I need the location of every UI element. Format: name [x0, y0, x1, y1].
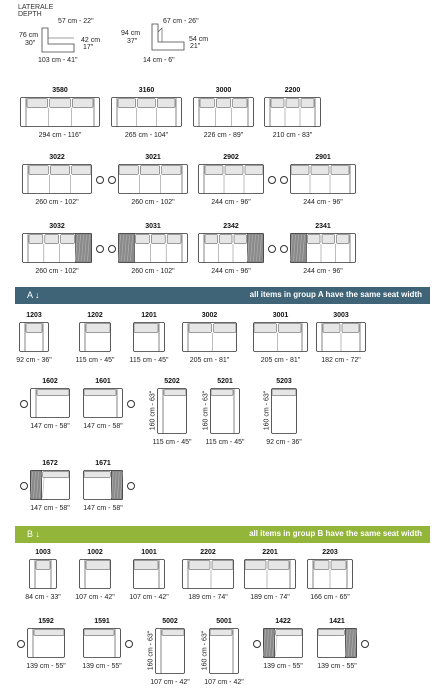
module-code: 2200 [284, 87, 301, 94]
sofa-module-1202 [79, 322, 111, 352]
module-code: 3002 [201, 312, 218, 319]
sofa-drawing [79, 322, 111, 352]
module-code: 3001 [272, 312, 289, 319]
module-dimension: 147 cm - 58" [83, 505, 123, 512]
sofa-drawing [264, 97, 321, 127]
sofa-drawing [253, 322, 308, 352]
module-code: 1201 [141, 312, 157, 319]
module-code: 1602 [42, 378, 58, 385]
sofa-module-2901 [290, 164, 356, 194]
sofa-module-3000 [193, 97, 254, 127]
module-side-dimension: 160 cm - 63" [149, 390, 157, 431]
sofa-drawing [22, 164, 92, 194]
module-dimension: 92 cm - 36" [266, 439, 302, 446]
module-dimension: 84 cm - 33" [25, 594, 61, 601]
sofa-drawing [317, 628, 357, 658]
module-code: 3021 [145, 154, 161, 161]
sofa-module-3001 [253, 322, 308, 352]
module-code: 1421 [329, 618, 345, 625]
module-dimension: 115 cm - 45" [205, 439, 245, 446]
module-code: 1601 [95, 378, 111, 385]
side1-depth: 103 cm - 41" [38, 57, 78, 64]
module-dimension: 139 cm - 55" [26, 663, 66, 670]
module-dimension: 244 cm - 96" [211, 199, 251, 206]
module-code: 1003 [35, 549, 51, 556]
sofa-module-2203 [307, 559, 353, 589]
sofa-drawing [157, 388, 187, 434]
join-dot-icon [108, 245, 116, 253]
side2-arm-cm: 54 cm [189, 36, 209, 43]
sofa-drawing [182, 559, 234, 589]
module-dimension: 244 cm - 96" [303, 199, 343, 206]
sofa-module-1601 [83, 388, 123, 418]
sofa-drawing [118, 164, 188, 194]
sofa-module-2342 [198, 233, 264, 263]
group-b-letter: B ↓ [27, 529, 41, 539]
module-dimension: 115 cm - 45" [129, 357, 169, 364]
module-code: 1672 [42, 460, 58, 467]
join-dot-icon [280, 176, 288, 184]
join-dot-icon [96, 176, 104, 184]
module-code: 3160 [138, 87, 155, 94]
sofa-drawing [27, 628, 65, 658]
join-dot-icon [268, 176, 276, 184]
module-code: 2202 [200, 549, 216, 556]
module-dimension: 166 cm - 65" [310, 594, 350, 601]
sofa-module-1672 [30, 470, 70, 500]
sofa-module-5002 [155, 628, 185, 674]
join-dot-icon [108, 176, 116, 184]
sofa-module-1591 [83, 628, 121, 658]
module-code: 2902 [223, 154, 239, 161]
sofa-module-1592 [27, 628, 65, 658]
group-b-note: all items in group B have the same seat width [249, 529, 422, 538]
sofa-drawing [263, 628, 303, 658]
sofa-module-3003 [316, 322, 366, 352]
sofa-module-3032 [22, 233, 92, 263]
sofa-drawing [30, 388, 70, 418]
depth-title-line1: LATERALE [18, 4, 54, 11]
module-dimension: 139 cm - 55" [317, 663, 357, 670]
sofa-drawing [198, 233, 264, 263]
module-dimension: 294 cm - 116" [38, 132, 82, 139]
module-code: 2203 [322, 549, 338, 556]
sofa-drawing [316, 322, 366, 352]
module-code: 3580 [52, 87, 68, 94]
join-dot-icon [268, 245, 276, 253]
module-code: 2341 [315, 223, 331, 230]
module-code: 5201 [217, 378, 233, 385]
module-dimension: 139 cm - 55" [82, 663, 122, 670]
sofa-module-1671 [83, 470, 123, 500]
module-dimension: 107 cm - 42" [75, 594, 115, 601]
sofa-drawing [307, 559, 353, 589]
module-dimension: 205 cm - 81" [189, 357, 230, 364]
module-dimension: 244 cm - 96" [303, 268, 343, 275]
sofa-module-3022 [22, 164, 92, 194]
sofa-module-3160 [111, 97, 182, 127]
sofa-drawing [193, 97, 254, 127]
side1-seat: 57 cm - 22" [58, 18, 94, 25]
module-code: 3000 [215, 87, 232, 94]
sofa-drawing [155, 628, 185, 674]
module-side-dimension: 160 cm - 63" [201, 630, 209, 671]
side1-height-in: 30" [25, 40, 36, 47]
sofa-drawing [182, 322, 237, 352]
sofa-drawing [19, 322, 49, 352]
module-dimension: 147 cm - 58" [30, 423, 70, 430]
module-dimension: 115 cm - 45" [75, 357, 115, 364]
module-dimension: 244 cm - 96" [211, 268, 251, 275]
sofa-drawing [30, 470, 70, 500]
group-a-letter: A ↓ [27, 290, 40, 300]
sofa-drawing [111, 97, 182, 127]
sofa-drawing [290, 164, 356, 194]
module-dimension: 182 cm - 72" [321, 357, 361, 364]
side2-arm-in: 21" [190, 43, 201, 50]
sofa-drawing [271, 388, 297, 434]
sofa-module-1421 [317, 628, 357, 658]
join-dot-icon [127, 482, 135, 490]
module-code: 2901 [315, 154, 331, 161]
side2-seat: 67 cm - 26" [163, 18, 199, 25]
module-dimension: 260 cm - 102" [35, 268, 79, 275]
join-dot-icon [280, 245, 288, 253]
sofa-drawing [198, 164, 264, 194]
module-code: 1422 [275, 618, 291, 625]
module-code: 1203 [26, 312, 42, 319]
group-a-band [15, 287, 430, 304]
sofa-module-2341 [290, 233, 356, 263]
module-code: 2342 [223, 223, 239, 230]
sofa-module-3031 [118, 233, 188, 263]
sofa-module-3580 [20, 97, 100, 127]
module-dimension: 226 cm - 89" [203, 132, 244, 139]
module-code: 3031 [145, 223, 161, 230]
module-code: 1202 [87, 312, 103, 319]
sofa-drawing [83, 470, 123, 500]
sofa-module-2200 [264, 97, 321, 127]
module-code: 1671 [95, 460, 111, 467]
sofa-drawing [83, 628, 121, 658]
join-dot-icon [253, 640, 261, 648]
join-dot-icon [17, 640, 25, 648]
module-side-dimension: 160 cm - 63" [263, 390, 271, 431]
sofa-drawing [133, 322, 165, 352]
sofa-drawing [79, 559, 111, 589]
module-code: 3032 [49, 223, 65, 230]
module-code: 1592 [38, 618, 54, 625]
module-side-dimension: 160 cm - 63" [202, 390, 210, 431]
module-code: 1002 [87, 549, 103, 556]
side2-height-cm: 94 cm [121, 30, 141, 37]
join-dot-icon [96, 245, 104, 253]
module-code: 1001 [141, 549, 157, 556]
sofa-drawing [133, 559, 165, 589]
module-dimension: 92 cm - 36" [16, 357, 52, 364]
module-code: 5001 [216, 618, 232, 625]
module-dimension: 107 cm - 42" [129, 594, 169, 601]
module-dimension: 115 cm - 45" [152, 439, 192, 446]
sofa-module-1003 [29, 559, 57, 589]
sofa-module-2902 [198, 164, 264, 194]
module-dimension: 147 cm - 58" [83, 423, 123, 430]
sofa-module-1001 [133, 559, 165, 589]
join-dot-icon [125, 640, 133, 648]
sofa-module-1002 [79, 559, 111, 589]
sofa-module-1201 [133, 322, 165, 352]
module-dimension: 260 cm - 102" [35, 199, 79, 206]
module-dimension: 265 cm - 104" [124, 132, 169, 139]
side-profile-low-back [38, 22, 78, 56]
module-code: 5203 [276, 378, 292, 385]
side1-height-cm: 76 cm [19, 32, 39, 39]
module-dimension: 189 cm - 74" [188, 594, 228, 601]
sofa-module-5202 [157, 388, 187, 434]
module-dimension: 139 cm - 55" [263, 663, 303, 670]
group-a-note: all items in group A have the same seat width [249, 290, 422, 299]
depth-title-line2: DEPTH [18, 11, 42, 18]
module-dimension: 147 cm - 58" [30, 505, 70, 512]
side-profile-high-back [148, 20, 188, 56]
side1-arm-cm: 42 cm [81, 37, 101, 44]
sofa-drawing [209, 628, 239, 674]
side2-depth: 14 cm - 6" [143, 57, 175, 64]
module-dimension: 205 cm - 81" [260, 357, 301, 364]
module-dimension: 107 cm - 42" [204, 679, 244, 686]
sofa-module-5203 [271, 388, 297, 434]
join-dot-icon [20, 400, 28, 408]
module-dimension: 107 cm - 42" [150, 679, 190, 686]
module-code: 1591 [94, 618, 110, 625]
sofa-module-3002 [182, 322, 237, 352]
module-code: 5202 [164, 378, 180, 385]
module-dimension: 210 cm - 83" [272, 132, 313, 139]
sofa-drawing [290, 233, 356, 263]
join-dot-icon [127, 400, 135, 408]
module-code: 3003 [333, 312, 349, 319]
group-b-band [15, 526, 430, 543]
side1-arm-in: 17" [83, 44, 94, 51]
sofa-drawing [118, 233, 188, 263]
module-dimension: 260 cm - 102" [131, 268, 175, 275]
side2-height-in: 37" [127, 38, 138, 45]
sofa-module-3021 [118, 164, 188, 194]
sofa-module-1602 [30, 388, 70, 418]
sofa-drawing [20, 97, 100, 127]
sofa-drawing [83, 388, 123, 418]
sofa-module-5001 [209, 628, 239, 674]
sofa-drawing [210, 388, 240, 434]
sofa-drawing [29, 559, 57, 589]
sofa-module-1422 [263, 628, 303, 658]
module-code: 2201 [262, 549, 278, 556]
sofa-module-2201 [244, 559, 296, 589]
module-code: 3022 [49, 154, 65, 161]
sofa-module-2202 [182, 559, 234, 589]
module-side-dimension: 160 cm - 63" [147, 630, 155, 671]
sofa-module-5201 [210, 388, 240, 434]
module-code: 5002 [162, 618, 178, 625]
join-dot-icon [361, 640, 369, 648]
sofa-drawing [22, 233, 92, 263]
sofa-drawing [244, 559, 296, 589]
module-dimension: 189 cm - 74" [250, 594, 290, 601]
sofa-module-1203 [19, 322, 49, 352]
join-dot-icon [20, 482, 28, 490]
module-dimension: 260 cm - 102" [131, 199, 175, 206]
